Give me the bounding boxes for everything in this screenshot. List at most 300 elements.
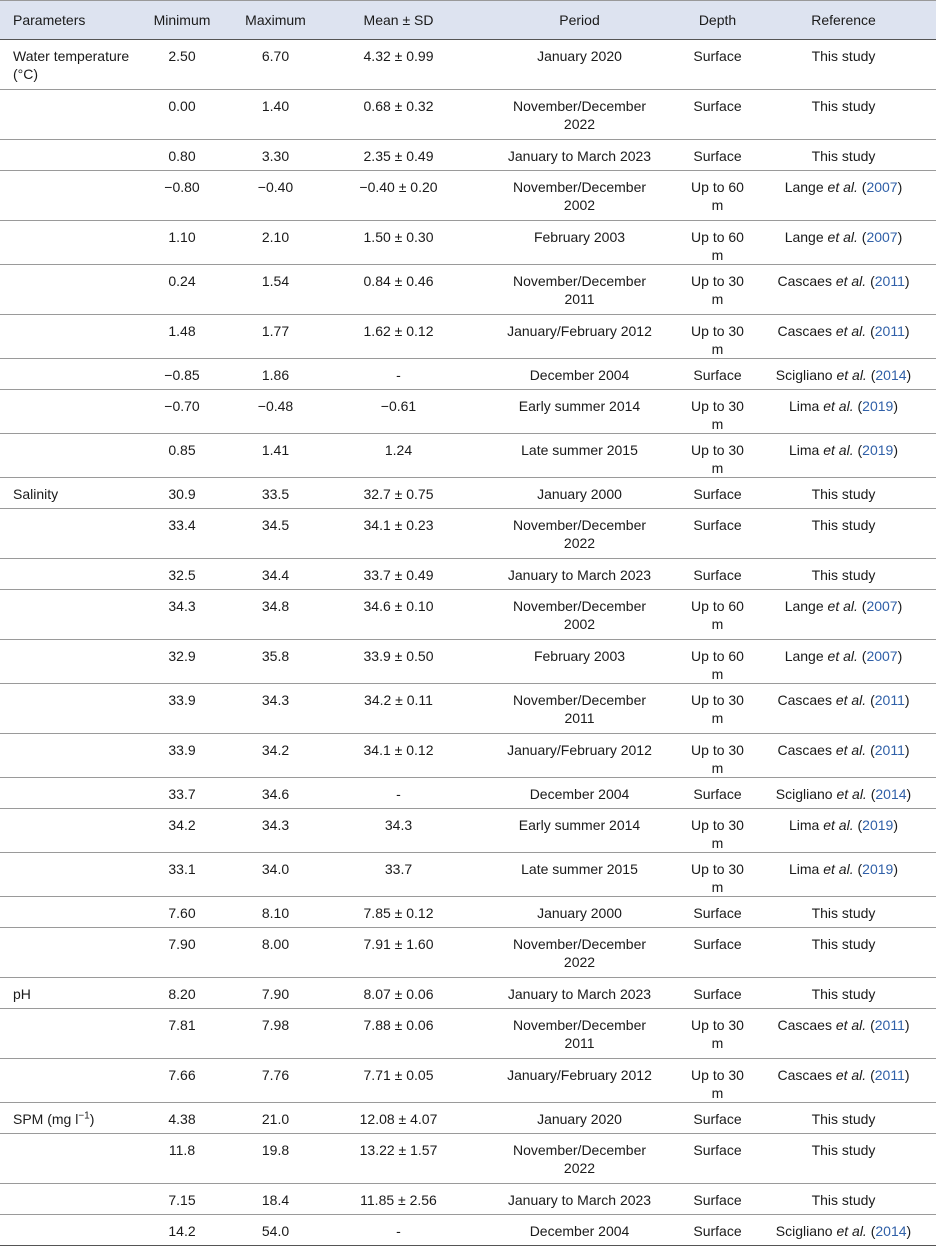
- row-maximum: 7.90: [229, 978, 322, 1009]
- row-depth: Surface: [684, 1184, 751, 1215]
- row-reference: Lange et al. (2007): [751, 640, 936, 684]
- row-maximum: 34.8: [229, 590, 322, 640]
- reference-year-link[interactable]: 2007: [866, 648, 898, 664]
- row-maximum: 7.76: [229, 1059, 322, 1103]
- reference-year-link[interactable]: 2007: [866, 229, 898, 245]
- row-maximum: 34.6: [229, 778, 322, 809]
- reference-year-link[interactable]: 2014: [875, 786, 907, 802]
- row-reference: [751, 509, 936, 559]
- row-period: November/December 2022: [475, 1134, 684, 1184]
- row-period: November/December 2022: [475, 90, 684, 140]
- row-depth: Up to 30 m: [684, 684, 751, 734]
- row-mean-sd: 34.6 ± 0.10: [322, 590, 475, 640]
- table-row: [0, 809, 936, 853]
- reference-author: Lima: [789, 398, 824, 414]
- table-row: [0, 559, 936, 590]
- header-mean-sd: Mean ± SD: [322, 1, 475, 40]
- row-minimum: 7.60: [135, 897, 229, 928]
- header-parameters: Parameters: [0, 1, 135, 40]
- row-parameter: [0, 897, 135, 928]
- table-row: [0, 853, 936, 897]
- table-row: [0, 315, 936, 359]
- reference-et-al: et al.: [823, 817, 854, 833]
- row-mean-sd: 34.2 ± 0.11: [322, 684, 475, 734]
- row-parameter: [0, 265, 135, 315]
- row-mean-sd: 1.62 ± 0.12: [322, 315, 475, 359]
- reference-year-link[interactable]: 2019: [862, 398, 894, 414]
- row-parameter: [0, 171, 135, 221]
- row-mean-sd: 34.3: [322, 809, 475, 853]
- reference-year-link[interactable]: 2007: [866, 598, 898, 614]
- row-period: Early summer 2014: [475, 809, 684, 853]
- table-row: [0, 265, 936, 315]
- row-depth: Up to 30 m: [684, 434, 751, 478]
- row-mean-sd: -: [322, 359, 475, 390]
- table-row: [0, 897, 936, 928]
- table-row: [0, 590, 936, 640]
- row-mean-sd: −0.40 ± 0.20: [322, 171, 475, 221]
- row-depth: Surface: [684, 140, 751, 171]
- row-mean-sd: 7.88 ± 0.06: [322, 1009, 475, 1059]
- row-reference: Lima et al. (2019): [751, 853, 936, 897]
- row-period: November/December 2022: [475, 509, 684, 559]
- row-parameter: Salinity: [0, 478, 135, 509]
- row-period: January to March 2023: [475, 978, 684, 1009]
- reference-et-al: et al.: [835, 692, 867, 708]
- row-mean-sd: 33.7 ± 0.49: [322, 559, 475, 590]
- reference-author: Lange: [784, 179, 828, 195]
- row-minimum: 1.48: [135, 315, 229, 359]
- row-maximum: 34.5: [229, 509, 322, 559]
- reference-et-al: et al.: [836, 1223, 867, 1239]
- row-period: Early summer 2014: [475, 390, 684, 434]
- row-parameter: [0, 221, 135, 265]
- reference-et-al: et al.: [827, 229, 858, 245]
- row-parameter: [0, 1134, 135, 1184]
- row-period: January to March 2023: [475, 559, 684, 590]
- table-row: [0, 928, 936, 978]
- row-parameter: [0, 140, 135, 171]
- table-row: [0, 171, 936, 221]
- table-row: [0, 1184, 936, 1215]
- reference-et-al: et al.: [827, 648, 858, 664]
- reference-author: Lange: [784, 598, 828, 614]
- reference-author: This study: [811, 936, 876, 952]
- row-mean-sd: -: [322, 1215, 475, 1246]
- table-row: [0, 40, 936, 90]
- row-maximum: 3.30: [229, 140, 322, 171]
- row-parameter: Water temperature (°C): [0, 40, 135, 90]
- row-depth: Surface: [684, 1103, 751, 1134]
- row-depth: Up to 30 m: [684, 315, 751, 359]
- table-row: [0, 1103, 936, 1134]
- row-mean-sd: 34.1 ± 0.12: [322, 734, 475, 778]
- reference-author: This study: [811, 148, 876, 164]
- table-row: [0, 359, 936, 390]
- row-parameter: [0, 853, 135, 897]
- row-period: November/December 2011: [475, 684, 684, 734]
- row-depth: Surface: [684, 897, 751, 928]
- row-maximum: 8.10: [229, 897, 322, 928]
- table-row: [0, 640, 936, 684]
- row-maximum: 8.00: [229, 928, 322, 978]
- row-maximum: 54.0: [229, 1215, 322, 1246]
- row-minimum: 8.20: [135, 978, 229, 1009]
- reference-author: This study: [811, 1142, 876, 1158]
- row-minimum: 0.00: [135, 90, 229, 140]
- row-mean-sd: 7.91 ± 1.60: [322, 928, 475, 978]
- row-mean-sd: 33.7: [322, 853, 475, 897]
- row-minimum: −0.70: [135, 390, 229, 434]
- row-maximum: 19.8: [229, 1134, 322, 1184]
- row-depth: Up to 30 m: [684, 390, 751, 434]
- row-minimum: 33.4: [135, 509, 229, 559]
- row-minimum: 33.1: [135, 853, 229, 897]
- row-mean-sd: 11.85 ± 2.56: [322, 1184, 475, 1215]
- row-maximum: −0.40: [229, 171, 322, 221]
- reference-year-link[interactable]: 2007: [866, 179, 898, 195]
- table-row: [0, 1134, 936, 1184]
- row-period: December 2004: [475, 359, 684, 390]
- table-header-row: [0, 1, 936, 40]
- row-mean-sd: 12.08 ± 4.07: [322, 1103, 475, 1134]
- row-period: November/December 2011: [475, 1009, 684, 1059]
- row-reference: [751, 1103, 936, 1134]
- reference-et-al: et al.: [835, 1067, 867, 1083]
- row-depth: Up to 30 m: [684, 265, 751, 315]
- row-parameter: [0, 509, 135, 559]
- row-minimum: 7.15: [135, 1184, 229, 1215]
- reference-author: This study: [811, 905, 876, 921]
- row-mean-sd: −0.61: [322, 390, 475, 434]
- row-parameter: [0, 1009, 135, 1059]
- reference-et-al: et al.: [823, 442, 854, 458]
- table-row: [0, 140, 936, 171]
- row-minimum: 33.9: [135, 684, 229, 734]
- table-row: [0, 684, 936, 734]
- row-minimum: 7.81: [135, 1009, 229, 1059]
- row-maximum: 1.41: [229, 434, 322, 478]
- header-reference: Reference: [751, 1, 936, 40]
- row-mean-sd: 13.22 ± 1.57: [322, 1134, 475, 1184]
- table-row: [0, 509, 936, 559]
- row-reference: [751, 1134, 936, 1184]
- reference-author: This study: [811, 98, 876, 114]
- table-row: [0, 778, 936, 809]
- row-mean-sd: 34.1 ± 0.23: [322, 509, 475, 559]
- row-reference: Scigliano et al. (2014): [751, 778, 936, 809]
- row-reference: Cascaes et al. (2011): [751, 1009, 936, 1059]
- row-mean-sd: 7.85 ± 0.12: [322, 897, 475, 928]
- row-period: January/February 2012: [475, 734, 684, 778]
- row-depth: Up to 30 m: [684, 734, 751, 778]
- row-minimum: 34.3: [135, 590, 229, 640]
- row-maximum: 7.98: [229, 1009, 322, 1059]
- row-maximum: 1.86: [229, 359, 322, 390]
- reference-et-al: et al.: [835, 273, 867, 289]
- row-parameter: [0, 684, 135, 734]
- row-minimum: 33.9: [135, 734, 229, 778]
- reference-author: This study: [811, 986, 876, 1002]
- row-depth: Surface: [684, 559, 751, 590]
- row-parameter: [0, 928, 135, 978]
- row-period: January to March 2023: [475, 140, 684, 171]
- row-mean-sd: 0.68 ± 0.32: [322, 90, 475, 140]
- row-depth: Surface: [684, 778, 751, 809]
- header-maximum: Maximum: [229, 1, 322, 40]
- reference-year-link[interactable]: 2011: [874, 1017, 905, 1033]
- row-depth: Up to 30 m: [684, 853, 751, 897]
- row-mean-sd: 0.84 ± 0.46: [322, 265, 475, 315]
- reference-author: Cascaes: [777, 273, 836, 289]
- table-row: [0, 1059, 936, 1103]
- row-period: January 2020: [475, 40, 684, 90]
- header-depth: Depth: [684, 1, 751, 40]
- table-row: [0, 978, 936, 1009]
- row-maximum: 34.3: [229, 684, 322, 734]
- row-minimum: 1.10: [135, 221, 229, 265]
- row-parameter: [0, 1184, 135, 1215]
- row-period: Late summer 2015: [475, 853, 684, 897]
- reference-author: This study: [811, 486, 876, 502]
- table-row: [0, 478, 936, 509]
- row-mean-sd: 1.50 ± 0.30: [322, 221, 475, 265]
- row-reference: Cascaes et al. (2011): [751, 315, 936, 359]
- row-period: January/February 2012: [475, 315, 684, 359]
- reference-year-link[interactable]: 2014: [875, 1223, 907, 1239]
- row-period: November/December 2002: [475, 171, 684, 221]
- row-reference: Cascaes et al. (2011): [751, 265, 936, 315]
- row-period: January 2000: [475, 478, 684, 509]
- row-reference: Cascaes et al. (2011): [751, 684, 936, 734]
- row-reference: Lima et al. (2019): [751, 390, 936, 434]
- row-reference: Cascaes et al. (2011): [751, 1059, 936, 1103]
- row-reference: [751, 928, 936, 978]
- row-mean-sd: 32.7 ± 0.75: [322, 478, 475, 509]
- row-period: January 2020: [475, 1103, 684, 1134]
- reference-author: Cascaes: [777, 742, 836, 758]
- row-period: November/December 2002: [475, 590, 684, 640]
- row-parameter: [0, 640, 135, 684]
- table-row: [0, 90, 936, 140]
- reference-author: This study: [811, 48, 876, 64]
- row-reference: [751, 140, 936, 171]
- row-minimum: 14.2: [135, 1215, 229, 1246]
- row-parameter: SPM (mg $l^{-1}$): [0, 1103, 135, 1134]
- row-depth: Surface: [684, 90, 751, 140]
- row-depth: Up to 60 m: [684, 221, 751, 265]
- row-maximum: 18.4: [229, 1184, 322, 1215]
- row-maximum: 34.0: [229, 853, 322, 897]
- row-depth: Up to 30 m: [684, 1059, 751, 1103]
- reference-et-al: et al.: [836, 367, 867, 383]
- row-period: Late summer 2015: [475, 434, 684, 478]
- row-maximum: 21.0: [229, 1103, 322, 1134]
- row-depth: Surface: [684, 1215, 751, 1246]
- reference-year-link[interactable]: 2011: [874, 692, 905, 708]
- row-reference: Lange et al. (2007): [751, 171, 936, 221]
- reference-year-link[interactable]: 2011: [874, 1067, 905, 1083]
- row-reference: [751, 897, 936, 928]
- reference-author: Lima: [789, 861, 824, 877]
- reference-author: Cascaes: [777, 323, 836, 339]
- row-minimum: 2.50: [135, 40, 229, 90]
- row-parameter: [0, 90, 135, 140]
- row-parameter: [0, 590, 135, 640]
- row-minimum: 0.85: [135, 434, 229, 478]
- row-maximum: 34.2: [229, 734, 322, 778]
- row-period: January/February 2012: [475, 1059, 684, 1103]
- row-depth: Surface: [684, 1134, 751, 1184]
- row-period: November/December 2022: [475, 928, 684, 978]
- reference-author: Lange: [784, 229, 828, 245]
- row-minimum: −0.85: [135, 359, 229, 390]
- row-depth: Up to 30 m: [684, 809, 751, 853]
- row-maximum: 34.4: [229, 559, 322, 590]
- reference-author: Scigliano: [775, 786, 837, 802]
- reference-year-link[interactable]: 2011: [874, 742, 905, 758]
- row-depth: Up to 60 m: [684, 171, 751, 221]
- row-depth: Up to 30 m: [684, 1009, 751, 1059]
- reference-et-al: et al.: [835, 1017, 867, 1033]
- row-period: November/December 2011: [475, 265, 684, 315]
- row-depth: Surface: [684, 40, 751, 90]
- row-mean-sd: -: [322, 778, 475, 809]
- row-depth: Surface: [684, 478, 751, 509]
- table-row: [0, 734, 936, 778]
- row-mean-sd: 2.35 ± 0.49: [322, 140, 475, 171]
- row-mean-sd: 7.71 ± 0.05: [322, 1059, 475, 1103]
- row-minimum: 0.80: [135, 140, 229, 171]
- row-mean-sd: 8.07 ± 0.06: [322, 978, 475, 1009]
- row-depth: Surface: [684, 928, 751, 978]
- row-mean-sd: 4.32 ± 0.99: [322, 40, 475, 90]
- row-reference: [751, 978, 936, 1009]
- row-period: February 2003: [475, 221, 684, 265]
- row-parameter: [0, 1215, 135, 1246]
- row-maximum: 33.5: [229, 478, 322, 509]
- reference-author: Scigliano: [775, 367, 837, 383]
- row-depth: Surface: [684, 978, 751, 1009]
- row-parameter: pH: [0, 978, 135, 1009]
- reference-author: Cascaes: [777, 692, 836, 708]
- row-reference: [751, 40, 936, 90]
- row-parameter: [0, 778, 135, 809]
- reference-author: Lima: [789, 817, 824, 833]
- reference-author: This study: [811, 517, 876, 533]
- row-maximum: 34.3: [229, 809, 322, 853]
- row-reference: Lange et al. (2007): [751, 221, 936, 265]
- row-minimum: 4.38: [135, 1103, 229, 1134]
- reference-author: Cascaes: [777, 1067, 836, 1083]
- row-mean-sd: 33.9 ± 0.50: [322, 640, 475, 684]
- row-minimum: 7.90: [135, 928, 229, 978]
- row-reference: Lima et al. (2019): [751, 809, 936, 853]
- reference-author: This study: [811, 567, 876, 583]
- row-reference: [751, 90, 936, 140]
- row-reference: Scigliano et al. (2014): [751, 359, 936, 390]
- row-reference: Scigliano et al. (2014): [751, 1215, 936, 1246]
- row-period: January 2000: [475, 897, 684, 928]
- reference-et-al: et al.: [823, 861, 854, 877]
- row-reference: Lima et al. (2019): [751, 434, 936, 478]
- row-minimum: 33.7: [135, 778, 229, 809]
- row-minimum: 0.24: [135, 265, 229, 315]
- reference-year-link[interactable]: 2014: [875, 367, 907, 383]
- row-parameter: [0, 809, 135, 853]
- row-minimum: 7.66: [135, 1059, 229, 1103]
- row-reference: Cascaes et al. (2011): [751, 734, 936, 778]
- row-parameter: [0, 734, 135, 778]
- reference-et-al: et al.: [823, 398, 854, 414]
- row-parameter: [0, 1059, 135, 1103]
- row-reference: [751, 559, 936, 590]
- reference-author: Lima: [789, 442, 824, 458]
- row-depth: Surface: [684, 359, 751, 390]
- row-mean-sd: 1.24: [322, 434, 475, 478]
- row-minimum: 32.9: [135, 640, 229, 684]
- reference-et-al: et al.: [835, 323, 867, 339]
- row-depth: Surface: [684, 509, 751, 559]
- row-period: January to March 2023: [475, 1184, 684, 1215]
- row-maximum: −0.48: [229, 390, 322, 434]
- reference-year-link[interactable]: 2011: [874, 273, 905, 289]
- row-parameter: [0, 559, 135, 590]
- row-minimum: −0.80: [135, 171, 229, 221]
- row-minimum: 34.2: [135, 809, 229, 853]
- row-parameter: [0, 315, 135, 359]
- reference-author: This study: [811, 1192, 876, 1208]
- row-parameter: [0, 359, 135, 390]
- row-maximum: 6.70: [229, 40, 322, 90]
- header-period: Period: [475, 1, 684, 40]
- row-period: December 2004: [475, 1215, 684, 1246]
- row-depth: Up to 60 m: [684, 640, 751, 684]
- table-row: [0, 434, 936, 478]
- row-maximum: 2.10: [229, 221, 322, 265]
- row-reference: [751, 1184, 936, 1215]
- reference-year-link[interactable]: 2019: [862, 861, 894, 877]
- row-reference: [751, 478, 936, 509]
- row-period: February 2003: [475, 640, 684, 684]
- row-depth: Up to 60 m: [684, 590, 751, 640]
- table-row: [0, 1009, 936, 1059]
- reference-year-link[interactable]: 2019: [862, 817, 894, 833]
- reference-year-link[interactable]: 2019: [862, 442, 894, 458]
- reference-et-al: et al.: [835, 742, 867, 758]
- reference-year-link[interactable]: 2011: [874, 323, 905, 339]
- row-minimum: 30.9: [135, 478, 229, 509]
- reference-et-al: et al.: [836, 786, 867, 802]
- row-reference: Lange et al. (2007): [751, 590, 936, 640]
- table-row: [0, 1215, 936, 1246]
- row-parameter: [0, 390, 135, 434]
- row-maximum: 35.8: [229, 640, 322, 684]
- reference-et-al: et al.: [827, 598, 858, 614]
- row-maximum: 1.40: [229, 90, 322, 140]
- row-minimum: 32.5: [135, 559, 229, 590]
- reference-author: This study: [811, 1111, 876, 1127]
- row-minimum: 11.8: [135, 1134, 229, 1184]
- reference-author: Lange: [784, 648, 828, 664]
- reference-et-al: et al.: [827, 179, 858, 195]
- header-minimum: Minimum: [135, 1, 229, 40]
- row-maximum: 1.77: [229, 315, 322, 359]
- reference-author: Cascaes: [777, 1017, 836, 1033]
- reference-author: Scigliano: [775, 1223, 837, 1239]
- row-maximum: 1.54: [229, 265, 322, 315]
- row-parameter: [0, 434, 135, 478]
